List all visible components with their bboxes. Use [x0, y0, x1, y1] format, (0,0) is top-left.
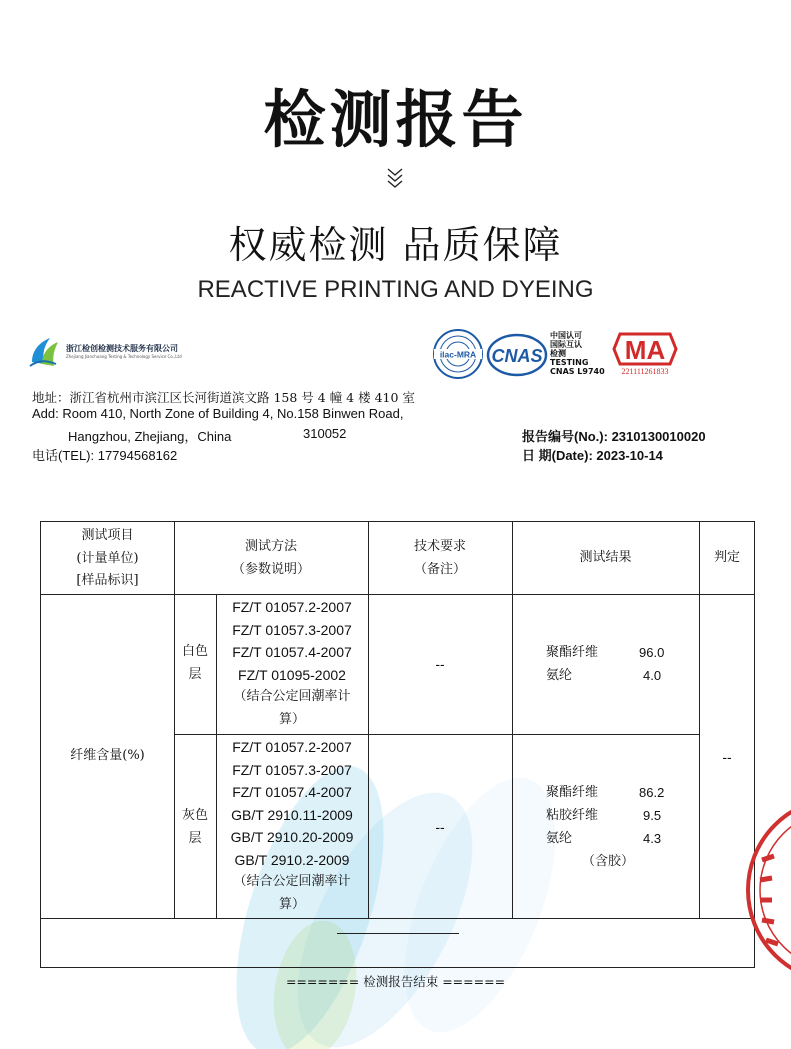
result-fiber: 聚酯纤维 [546, 645, 599, 660]
header-requirement: 技术要求 （备注） [413, 539, 466, 577]
requirement-grey-layer: -- [435, 819, 445, 835]
cnas-label: CNAS [491, 346, 543, 366]
address-en-line2: Hangzhou, Zhejiang，China [68, 429, 232, 444]
result-value: 96.0 [639, 645, 665, 660]
page-title: 检测报告 [263, 83, 528, 156]
company-name-english: Zhejiang Jianchuang Testing & Technology Service Co.,Ltd [66, 354, 182, 359]
postal-code: 310052 [303, 426, 347, 441]
cnas-accreditation-text: 中国认可 国际互认 检测 TESTING CNAS L9740 [550, 331, 605, 376]
report-date-label: 日 期(Date): [522, 448, 593, 463]
double-chevron-down-icon [384, 166, 406, 190]
cnas-logo [486, 333, 548, 377]
result-fiber: 粘胶纤维 [546, 808, 599, 823]
result-fiber: 聚酯纤维 [546, 785, 599, 800]
report-date [522, 445, 663, 464]
header-test-item: 测试项目 (计量单位) [样品标识] [76, 528, 139, 588]
cma-logo [610, 330, 680, 368]
methods-grey-layer: FZ/T 01057.2-2007 FZ/T 01057.3-2007 FZ/T 01057.4-2007 GB/T 2910.11-2009 GB/T 2910.20-2009 GB/T 2910.2-2009 （结合公定回潮率计 算） [230, 739, 354, 912]
page-subtitle: 权威检测 品质保障 [228, 223, 563, 267]
result-fiber: 氨纶 [546, 831, 573, 846]
header-judgement: 判定 [713, 550, 740, 565]
results-table [40, 521, 755, 968]
report-number-value: 2310130010020 [611, 429, 706, 444]
english-title: REACTIVE PRINTING AND DYEING [197, 276, 594, 303]
address-en-line1: Add: Room 410, North Zone of Building 4, No.158 Binwen Road, [32, 406, 404, 421]
methods-white-layer: FZ/T 01057.2-2007 FZ/T 01057.3-2007 FZ/T 01057.4-2007 FZ/T 01095-2002 （结合公定回潮率计 算） [232, 599, 352, 727]
requirement-white-layer: -- [435, 656, 445, 672]
result-value: 86.2 [639, 785, 665, 800]
report-number-label: 报告编号(No.): [522, 429, 608, 444]
result-value: 9.5 [643, 808, 662, 823]
telephone: 电话(TEL): 17794568162 [32, 448, 178, 463]
header-test-result: 测试结果 [579, 550, 632, 565]
test-item-name: 纤维含量(%) [70, 748, 145, 763]
judgement-value: -- [722, 749, 732, 765]
address-cn: 地址：浙江省杭州市滨江区长河街道滨文路 158 号 4 幢 4 楼 410 室 [32, 390, 415, 405]
report-number [522, 426, 706, 445]
company-seal-icon [740, 790, 791, 990]
header-test-method: 测试方法 （参数说明） [231, 539, 310, 577]
result-value: 4.0 [643, 668, 662, 683]
layer-label-grey: 灰色 层 [181, 808, 208, 846]
result-value: 4.3 [643, 831, 662, 846]
result-fiber: 氨纶 [546, 668, 573, 683]
result-note: （含胶） [582, 854, 635, 869]
ma-label: MA [624, 335, 666, 365]
report-date-value: 2023-10-14 [596, 448, 663, 463]
layer-label-white: 白色 层 [181, 644, 208, 682]
ilac-mra-logo [432, 328, 484, 380]
report-end-marker: ======= 检测报告结束 ====== [285, 974, 506, 989]
signature-line [337, 933, 459, 934]
company-name: 浙江检创检测技术服务有限公司 [66, 344, 178, 353]
ilac-label: ilac-MRA [439, 349, 477, 360]
cma-number: 221111261833 [621, 367, 669, 376]
company-logo-icon [28, 334, 62, 368]
